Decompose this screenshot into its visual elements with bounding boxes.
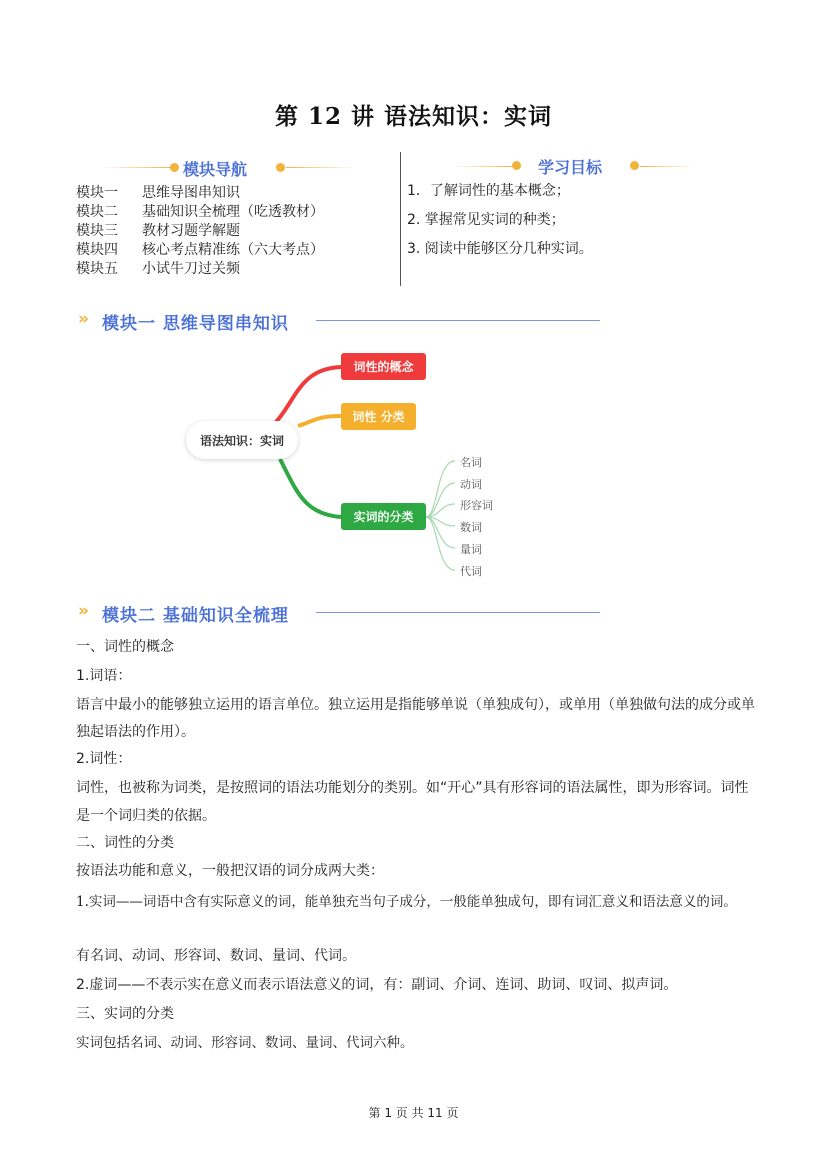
mindmap-node-category: 词性 分类 [341,403,416,430]
nav-heading: 模块导航 [183,160,248,179]
leaf-connectors [426,461,455,570]
mindmap-leaf: 动词 [460,478,482,491]
nav-item[interactable]: 模块三 教材习题学解题 [76,223,240,239]
nav-heading-line-left [100,167,172,168]
goals-heading-line-right [640,166,696,167]
section2-title: 模块二 基础知识全梳理 [102,606,289,626]
connector-category [298,416,342,426]
goals-heading: 学习目标 [538,158,603,177]
paragraph-six-types: 实词包括名词、动词、形容词、数词、量词、代词六种。 [76,1035,414,1051]
sub-heading-word: 1.词语： [76,668,132,684]
goals-heading-dot-left [512,161,521,170]
paragraph-two-classes: 按语法功能和意义，一般把汉语的词分成两大类： [76,863,384,879]
heading-classification: 二、词性的分类 [76,835,174,851]
sub-heading-pos: 2.词性： [76,751,132,767]
paragraph-pos: 词性，也被称为词类，是按照词的语法功能划分的类别。如“开心”具有形容词的语法属性，即为形容词。词性是一个词归类的依据。 [76,780,749,824]
paragraph-function-words: 2.虚词——不表示实在意义而表示语法意义的词，有：副词、介词、连词、助词、叹词、拟声词。 [76,977,678,993]
module-nav-list [76,184,324,279]
vertical-divider [400,152,401,286]
mindmap-leaf: 代词 [460,565,482,578]
heading-notional-classification: 三、实词的分类 [76,1006,174,1022]
nav-item[interactable]: 模块五 小试牛刀过关频 [76,261,240,277]
goals-heading-dot-right [630,161,639,170]
nav-item[interactable]: 模块一 思维导图串知识 [76,185,240,201]
paragraph-notional-list: 有名词、动词、形容词、数词、量词、代词。 [76,948,356,964]
mindmap-leaf: 形容词 [460,499,493,512]
paragraph-notional-words: 1.实词——词语中含有实际意义的词，能单独充当句子成分，一般能单独成句，即有词汇意义和语法意义的词。 [76,894,737,910]
goals-heading-line-left [452,166,514,167]
learning-goals-list [407,180,593,267]
nav-item[interactable]: 模块二 基础知识全梳理（吃透教材） [76,204,324,220]
connector-notional [280,459,342,517]
page-footer: 第 1 页 共 11 页 [368,1106,459,1120]
nav-heading-dot-left [170,163,179,172]
section1-rule [316,320,600,321]
section1-header [76,309,606,333]
page-title: 第 12 讲 语法知识：实词 [274,103,553,130]
mindmap-center-node: 语法知识：实词 [186,421,298,459]
goal-item: 3. 阅读中能够区分几种实词。 [407,241,593,257]
goal-item: 1．了解词性的基本概念； [407,183,570,199]
nav-item[interactable]: 模块四 核心考点精准练（六大考点） [76,242,324,258]
mindmap-leaf: 数词 [460,521,482,534]
mindmap-node-concept: 词性的概念 [341,353,426,380]
connector-concept [276,367,342,422]
section2-header [76,601,606,625]
mindmap-leaf: 量词 [460,543,482,556]
goal-item: 2. 掌握常见实词的种类； [407,212,565,228]
double-chevron-icon: » [78,309,89,329]
heading-concept: 一、词性的概念 [76,639,174,655]
mindmap-node-notional: 实词的分类 [341,503,426,530]
nav-heading-line-right [286,167,356,168]
mindmap-leaf: 名词 [460,456,482,469]
double-chevron-icon: » [78,601,89,621]
section2-rule [316,612,600,613]
section1-title: 模块一 思维导图串知识 [102,314,289,334]
paragraph-word: 语言中最小的能够独立运用的语言单位。独立运用是指能够单说（单独成句），或单用（单独做句法的成分或单独起语法的作用）。 [76,697,755,740]
nav-heading-dot-right [276,163,285,172]
